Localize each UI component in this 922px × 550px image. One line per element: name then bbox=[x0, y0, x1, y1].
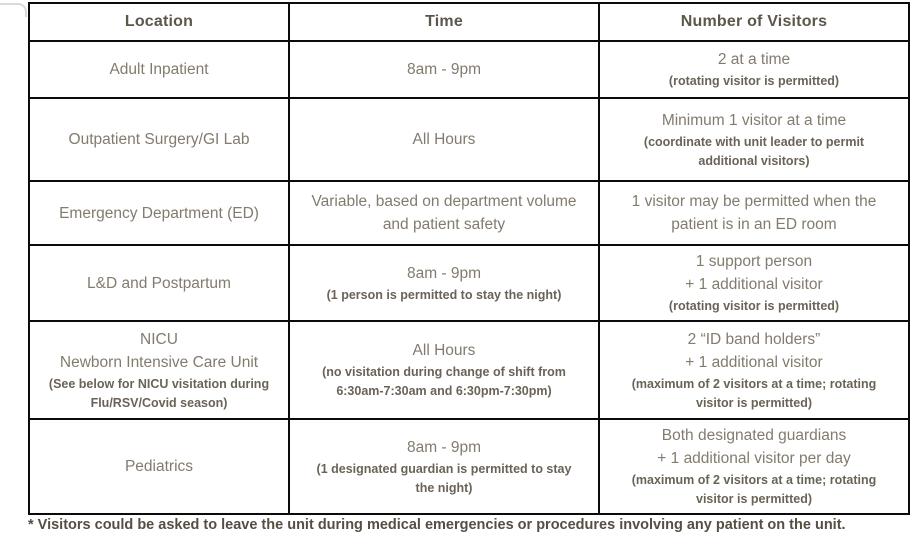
cell-visitors bbox=[599, 245, 909, 321]
time-note: (1 designated guardian is permitted to stay the night) bbox=[316, 461, 572, 495]
cell-visitors bbox=[599, 321, 909, 419]
cell-time bbox=[289, 41, 599, 98]
cell-visitors bbox=[599, 419, 909, 514]
cell-location bbox=[29, 419, 289, 514]
column-header-location: Location bbox=[29, 3, 289, 41]
header-row bbox=[29, 3, 909, 41]
visitors-text: 2 at a time bbox=[717, 51, 791, 68]
visitors-note: (rotating visitor is permitted) bbox=[668, 299, 840, 313]
time-text: All Hours bbox=[412, 131, 476, 148]
cell-location bbox=[29, 41, 289, 98]
visitors-note: (coordinate with unit leader to permit additional visitors) bbox=[643, 134, 865, 168]
cell-visitors bbox=[599, 98, 909, 181]
time-text: 8am - 9pm bbox=[406, 61, 482, 78]
time-note: (no visitation during change of shift from 6:30am-7:30am and 6:30pm-7:30pm) bbox=[322, 365, 566, 398]
table-row-ld-postpartum bbox=[29, 245, 909, 321]
table-row-adult-inpatient bbox=[29, 41, 909, 98]
cell-time bbox=[289, 245, 599, 321]
location-text: Outpatient Surgery/GI Lab bbox=[68, 131, 250, 148]
cell-location bbox=[29, 245, 289, 321]
location-text: NICU bbox=[140, 330, 178, 348]
cell-time bbox=[289, 98, 599, 181]
visitors-note: (maximum of 2 visitors at a time; rotating visitor is permitted) bbox=[631, 376, 877, 410]
visitors-text: Both designated guardians bbox=[661, 427, 847, 444]
cell-location bbox=[29, 98, 289, 181]
visitors-text: 1 visitor may be permitted when the patient is in an ED room bbox=[631, 193, 877, 233]
table-row-outpatient-surgery bbox=[29, 98, 909, 181]
visitors-note: (maximum of 2 visitors at a time; rotating visitor is permitted) bbox=[631, 473, 877, 506]
cell-time bbox=[289, 419, 599, 514]
visitor-policy-table bbox=[28, 2, 910, 515]
visitors-text-2: + 1 additional visitor bbox=[685, 353, 823, 371]
cell-location bbox=[29, 181, 289, 245]
table-row-pediatrics bbox=[29, 419, 909, 514]
background-corner-artifact bbox=[0, 3, 27, 17]
time-text: Variable, based on department volume and patient safety bbox=[311, 193, 577, 233]
cell-location bbox=[29, 321, 289, 419]
time-note: (1 person is permitted to stay the night) bbox=[326, 287, 562, 302]
cell-time bbox=[289, 181, 599, 245]
column-header-visitors: Number of Visitors bbox=[599, 3, 909, 41]
location-text-2: Newborn Intensive Care Unit bbox=[59, 353, 259, 371]
cell-visitors bbox=[599, 181, 909, 245]
visitors-note: (rotating visitor is permitted) bbox=[668, 74, 840, 88]
location-note: (See below for NICU visitation during Flu/RSV/Covid season) bbox=[48, 376, 270, 410]
location-text: Emergency Department (ED) bbox=[59, 204, 259, 222]
time-text: 8am - 9pm bbox=[406, 438, 482, 456]
column-header-time: Time bbox=[289, 3, 599, 41]
cell-time bbox=[289, 321, 599, 419]
visitors-text: 2 “ID band holders” bbox=[687, 330, 821, 348]
table-footnote: * Visitors could be asked to leave the unit during medical emergencies or procedures involving any patient on the unit. bbox=[28, 517, 846, 533]
visitors-text-2: + 1 additional visitor bbox=[685, 276, 823, 293]
location-text: Pediatrics bbox=[124, 458, 194, 475]
cell-visitors bbox=[599, 41, 909, 98]
time-text: All Hours bbox=[412, 342, 476, 359]
visitors-text: Minimum 1 visitor at a time bbox=[661, 111, 847, 129]
visitors-text-2: + 1 additional visitor per day bbox=[657, 450, 851, 467]
visitors-text: 1 support person bbox=[695, 253, 813, 270]
table-row-nicu bbox=[29, 321, 909, 419]
location-text: L&D and Postpartum bbox=[87, 274, 231, 292]
time-text: 8am - 9pm bbox=[406, 264, 482, 282]
table-row-emergency-department bbox=[29, 181, 909, 245]
location-text: Adult Inpatient bbox=[109, 61, 209, 78]
